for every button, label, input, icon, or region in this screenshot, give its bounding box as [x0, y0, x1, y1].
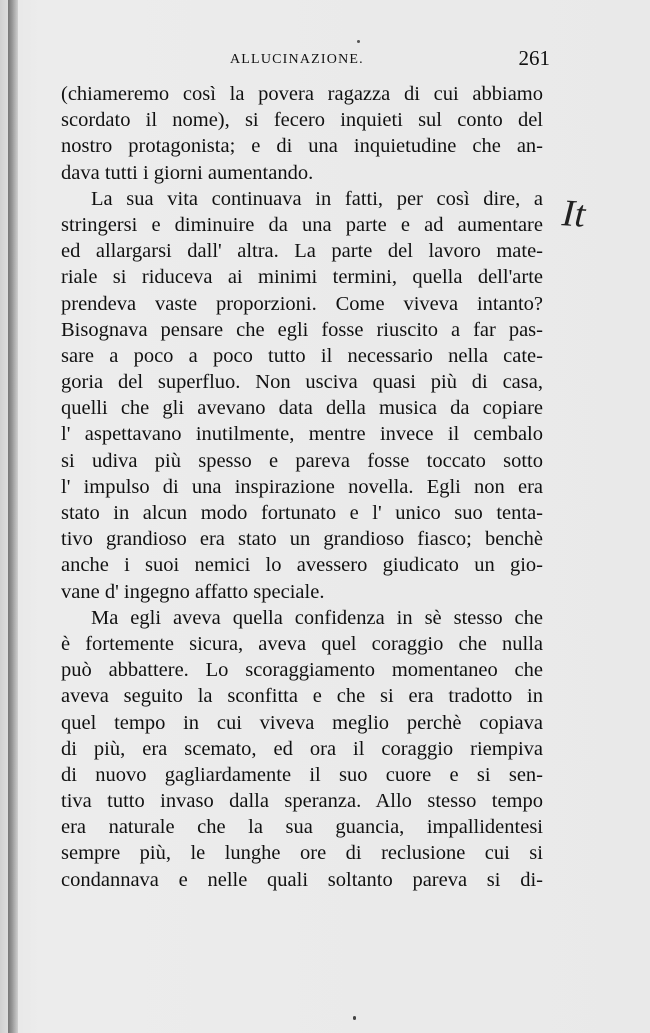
- ink-speck: [357, 40, 360, 43]
- text-line: condannava e nelle quali soltanto pareva si di-: [61, 868, 543, 891]
- text-line: di nuovo gagliardamente il suo cuore e si sen-: [61, 763, 543, 786]
- text-line: l' aspettavano inutilmente, mentre invece il cembalo: [61, 423, 543, 446]
- text-line: dava tutti i giorni aumentando.: [61, 161, 314, 184]
- text-line: è fortemente sicura, aveva quel coraggio che nulla: [61, 632, 543, 655]
- text-line: riale si riduceva ai minimi termini, quella dell'arte: [61, 266, 543, 289]
- text-line: scordato il nome), si fecero inquieti sul conto del: [61, 109, 543, 132]
- text-line: stringersi e diminuire da una parte e ad aumentare: [61, 213, 543, 236]
- text-line: aveva seguito la sconfitta e che si era tradotto in: [61, 685, 543, 708]
- text-line: può abbattere. Lo scoraggiamento momentaneo che: [61, 659, 543, 682]
- text-line: (chiameremo così la povera ragazza di cui abbiamo: [61, 83, 543, 105]
- text-line: ed allargarsi dall' altra. La parte del lavoro mate-: [61, 240, 543, 263]
- text-line: nostro protagonista; e di una inquietudine che an-: [61, 135, 543, 158]
- text-line: si udiva più spesso e pareva fosse toccato sotto: [61, 449, 543, 472]
- page-header: [60, 46, 550, 74]
- text-line: quelli che gli avevano data della musica da copiare: [61, 397, 543, 420]
- text-line: Ma egli aveva quella confidenza in sè stesso che: [91, 606, 543, 629]
- text-line: sare a poco a poco tutto il necessario nella cate-: [61, 344, 543, 367]
- text-line: anche i suoi nemici lo avessero giudicato un gio-: [61, 554, 543, 577]
- text-line: stato in alcun modo fortunato e l' unico suo tenta-: [61, 502, 543, 524]
- text-line: di più, era scemato, ed ora il coraggio riempiva: [61, 737, 543, 760]
- ink-speck: [353, 1016, 356, 1020]
- text-line: sempre più, le lunghe ore di reclusione cui si: [61, 842, 543, 865]
- text-line: l' impulso di una inspirazione novella. Egli non era: [61, 475, 543, 498]
- handwritten-margin-note: It: [560, 192, 587, 236]
- text-line: goria del superfluo. Non usciva quasi più di casa,: [61, 371, 543, 394]
- book-spine-shadow: [8, 0, 18, 1033]
- body-text: [61, 81, 543, 893]
- text-line: prendeva vaste proporzioni. Come viveva intanto?: [61, 292, 543, 315]
- text-line: quel tempo in cui viveva meglio perchè copiava: [61, 711, 543, 734]
- text-line: tivo grandioso era stato un grandioso fiasco; benchè: [61, 528, 543, 551]
- text-line: vane d' ingegno affatto speciale.: [61, 580, 325, 603]
- text-line: Bisognava pensare che egli fosse riuscito a far pas-: [61, 318, 543, 341]
- text-line: era naturale che la sua guancia, impallidentesi: [61, 816, 543, 839]
- running-title: ALLUCINAZIONE.: [230, 52, 364, 67]
- text-line: La sua vita continuava in fatti, per così dire, a: [91, 187, 543, 210]
- page-number: 261: [518, 46, 550, 70]
- text-line: tiva tutto invaso dalla speranza. Allo stesso tempo: [61, 790, 543, 813]
